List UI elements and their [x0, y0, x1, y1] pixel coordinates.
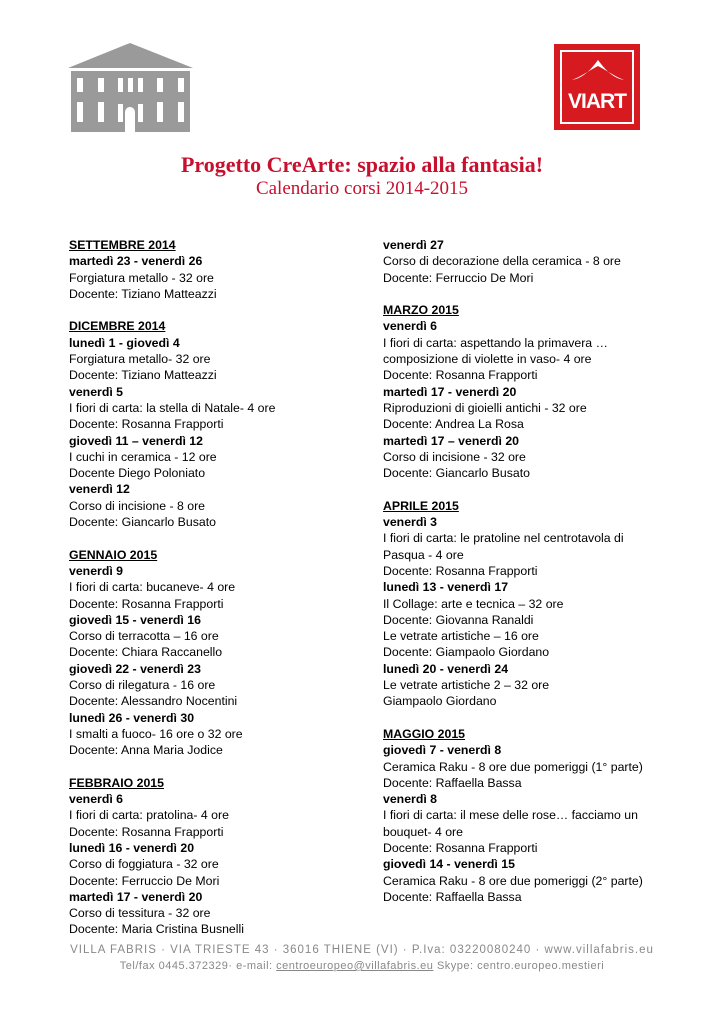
course-date: lunedì 20 - venerdì 24 — [383, 661, 509, 676]
spacer — [69, 530, 369, 546]
course-date: giovedì 7 - venerdì 8 — [383, 743, 502, 758]
course-detail: Forgiatura metallo- 32 ore — [69, 352, 211, 367]
course-detail: I fiori di carta: bucaneve- 4 ore — [69, 580, 236, 595]
course-detail: Docente: Tiziano Matteazzi — [69, 286, 217, 301]
course-detail: Il Collage: arte e tecnica – 32 ore — [383, 596, 564, 611]
course-detail: Docente: Ferruccio De Mori — [383, 270, 534, 285]
course-detail: I cuchi in ceramica - 12 ore — [69, 449, 217, 464]
course-detail: Docente: Rosanna Frapporti — [383, 368, 538, 383]
footer-phone: Tel/fax 0445.372329· e-mail: — [119, 960, 277, 972]
course-detail: Giampaolo Giordano — [383, 694, 497, 709]
footer-email-link[interactable]: centroeuropeo@villafabris.eu — [276, 960, 434, 972]
course-detail: Docente: Tiziano Matteazzi — [69, 368, 217, 383]
course-detail: Le vetrate artistiche – 16 ore — [383, 629, 539, 644]
course-detail: Docente: Rosanna Frapporti — [69, 824, 224, 839]
viart-logo-text: VIART — [568, 90, 626, 113]
footer-skype: Skype: centro.europeo.mestieri — [433, 960, 605, 972]
course-detail: Corso di foggiatura - 32 ore — [69, 857, 219, 872]
course-detail: bouquet- 4 ore — [383, 824, 463, 839]
course-detail: Ceramica Raku - 8 ore due pomeriggi (2° parte) — [383, 873, 643, 888]
course-detail: Pasqua - 4 ore — [383, 547, 464, 562]
course-detail: Docente: Chiara Raccanello — [69, 645, 223, 660]
spacer — [69, 302, 369, 318]
course-detail: Corso di rilegatura - 16 ore — [69, 678, 216, 693]
course-detail: Corso di tessitura - 32 ore — [69, 906, 211, 921]
course-detail: I smalti a fuoco- 16 ore o 32 ore — [69, 726, 243, 741]
course-date: martedì 17 – venerdì 20 — [383, 433, 520, 448]
course-detail: Docente: Andrea La Rosa — [383, 417, 524, 432]
viart-logo — [554, 44, 640, 130]
footer-address: VILLA FABRIS · VIA TRIESTE 43 · 36016 THIENE (VI) · P.Iva: 03220080240 · www.villafabris.eu — [70, 944, 654, 956]
course-detail: Docente: Alessandro Nocentini — [69, 694, 238, 709]
course-date: martedì 17 - venerdì 20 — [69, 889, 203, 904]
course-date: giovedì 15 - venerdì 16 — [69, 612, 201, 627]
calendar-column-right — [383, 237, 653, 905]
villa-logo-icon — [68, 40, 193, 132]
course-detail: Docente: Ferruccio De Mori — [69, 873, 220, 888]
calendar-column-left — [69, 237, 369, 938]
course-detail: Forgiatura metallo - 32 ore — [69, 270, 214, 285]
course-detail: Docente: Raffaella Bassa — [383, 775, 522, 790]
course-date: venerdì 9 — [69, 563, 123, 578]
course-date: venerdì 12 — [69, 482, 130, 497]
spacer — [69, 759, 369, 775]
course-detail: Docente: Raffaella Bassa — [383, 889, 522, 904]
course-date: giovedì 11 – venerdì 12 — [69, 433, 203, 448]
course-date: venerdì 27 — [383, 238, 444, 252]
course-detail: Corso di incisione - 32 ore — [383, 449, 526, 464]
course-date: lunedì 1 - giovedì 4 — [69, 335, 180, 350]
course-detail: Corso di incisione - 8 ore — [69, 498, 206, 513]
course-detail: Docente Diego Poloniato — [69, 466, 206, 481]
course-detail: I fiori di carta: la stella di Natale- 4 ore — [69, 400, 276, 415]
course-detail: Docente: Maria Cristina Busnelli — [69, 922, 244, 937]
course-detail: Docente: Rosanna Frapporti — [383, 840, 538, 855]
course-detail: composizione di violette in vaso- 4 ore — [383, 352, 592, 367]
course-date: venerdì 8 — [383, 792, 437, 807]
course-detail: Ceramica Raku - 8 ore due pomeriggi (1° parte) — [383, 759, 643, 774]
course-date: martedì 17 - venerdì 20 — [383, 384, 517, 399]
course-detail: Docente: Giancarlo Busato — [383, 466, 530, 481]
spacer — [383, 710, 653, 726]
course-date: venerdì 6 — [69, 792, 123, 807]
month-heading: GENNAIO 2015 — [69, 547, 158, 562]
course-date: lunedì 13 - venerdì 17 — [383, 580, 509, 595]
course-detail: Docente: Giancarlo Busato — [69, 515, 216, 530]
month-heading: FEBBRAIO 2015 — [69, 775, 164, 790]
month-heading: APRILE 2015 — [383, 498, 459, 513]
spacer — [383, 286, 653, 302]
footer-contacts — [0, 960, 724, 972]
course-date: giovedì 22 - venerdì 23 — [69, 661, 201, 676]
course-date: martedì 23 - venerdì 26 — [69, 254, 203, 269]
course-date: lunedì 26 - venerdì 30 — [69, 710, 195, 725]
month-heading: SETTEMBRE 2014 — [69, 238, 176, 252]
course-detail: Corso di decorazione della ceramica - 8 ore — [383, 254, 621, 269]
course-detail: I fiori di carta: aspettando la primavera … — [383, 335, 608, 350]
course-detail: Docente: Anna Maria Jodice — [69, 743, 223, 758]
course-detail: Docente: Giampaolo Giordano — [383, 645, 550, 660]
page-title: Progetto CreArte: spazio alla fantasia! — [180, 152, 544, 177]
course-date: venerdì 6 — [383, 319, 437, 334]
course-detail: I fiori di carta: le pratoline nel centrotavola di — [383, 531, 624, 546]
month-heading: DICEMBRE 2014 — [69, 319, 166, 334]
course-detail: Docente: Rosanna Frapporti — [69, 596, 224, 611]
course-date: venerdì 3 — [383, 515, 437, 530]
course-detail: Docente: Giovanna Ranaldi — [383, 612, 534, 627]
course-detail: I fiori di carta: il mese delle rose… facciamo un — [383, 808, 638, 823]
course-detail: I fiori di carta: pratolina- 4 ore — [69, 808, 229, 823]
course-detail: Le vetrate artistiche 2 – 32 ore — [383, 678, 550, 693]
course-detail: Docente: Rosanna Frapporti — [69, 417, 224, 432]
course-detail: Corso di terracotta – 16 ore — [69, 629, 219, 644]
course-date: venerdì 5 — [69, 384, 123, 399]
spacer — [383, 481, 653, 497]
course-date: lunedì 16 - venerdì 20 — [69, 840, 195, 855]
page-subtitle: Calendario corsi 2014-2015 — [255, 178, 469, 199]
month-heading: MARZO 2015 — [383, 303, 459, 318]
month-heading: MAGGIO 2015 — [383, 726, 466, 741]
course-detail: Riproduzioni di gioielli antichi - 32 ore — [383, 400, 587, 415]
course-detail: Docente: Rosanna Frapporti — [383, 563, 538, 578]
viart-swoosh-icon — [570, 58, 626, 86]
course-date: giovedì 14 - venerdì 15 — [383, 857, 515, 872]
